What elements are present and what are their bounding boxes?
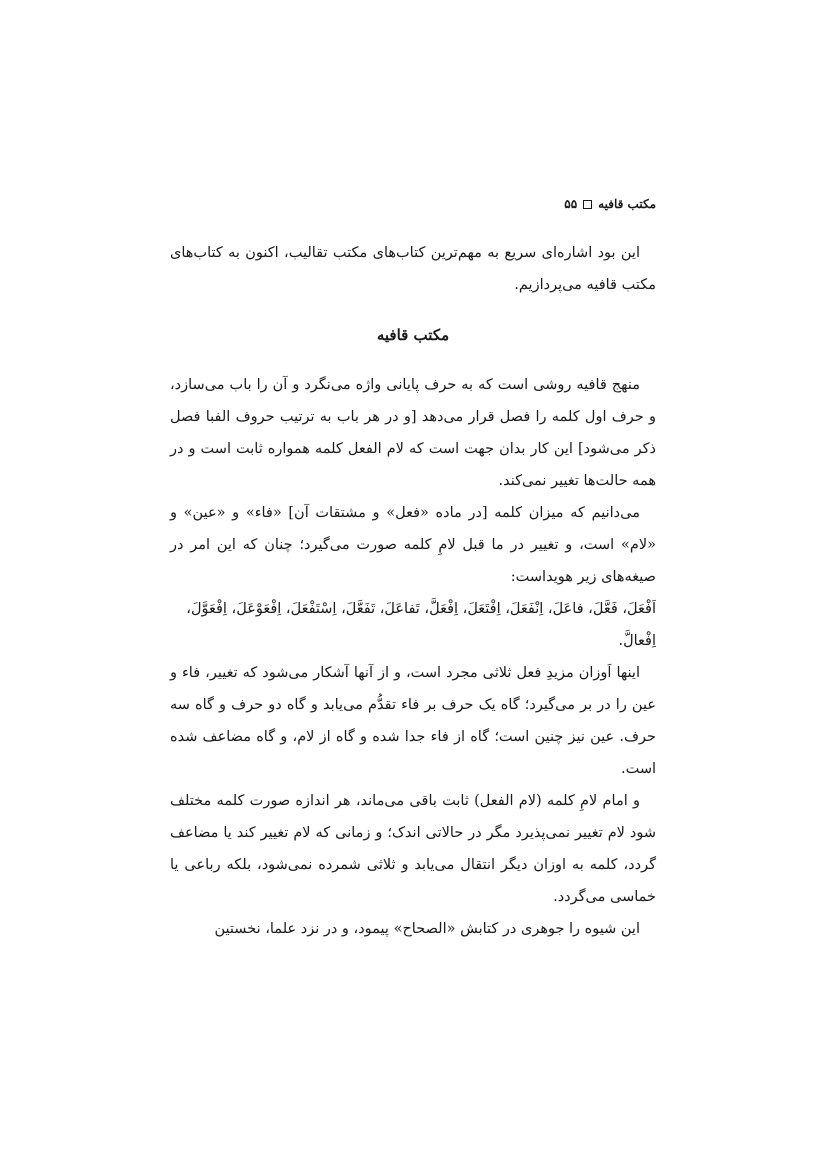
- page-number: ۵۵: [564, 197, 578, 211]
- paragraph-1: منهج قافیه روشی است که به حرف پایانی واژه می‌نگرد و آن را باب می‌سازد، و حرف اول کلمه را فصل قرار می‌دهد [و در هر باب به ترتیب حروف الفبا فصل ذکر می‌شود] این کار بدان جهت است که لام الفعل کلمه همواره ثابت است و در همه حالت‌ها تغییر نمی‌کند.: [170, 377, 656, 489]
- body-text: [170, 237, 656, 945]
- chapter-title: مکتب قافیه: [598, 197, 656, 211]
- paragraph-3: اینها اَوزان مزیدِ فعل ثلاثی مجرد است، و از آنها آشکار می‌شود که تغییر، فاء و عین را در بر می‌گیرد؛ گاه یک حرف بر فاء تقدُّم می‌یابد و گاه دو حرف و گاه سه حرف. عین نیز چنین است؛ گاه از فاء جدا شده و گاه از لام، و گاه مضاعف شده است.: [170, 665, 656, 777]
- paragraph-4: و امام لامِ کلمه (لام الفعل) ثابت باقی می‌ماند، هر اندازه صورت کلمه مختلف شود لام تغییر نمی‌پذیرد مگر در حالاتی اندک؛ و زمانی که لام تغییر کند یا مضاعف گردد، کلمه به اوزان دیگر انتقال می‌یابد و ثلاثی شمرده نمی‌شود، بلکه رباعی یا خماسی می‌گردد.: [170, 793, 656, 905]
- section-heading: مکتب قافیه: [376, 326, 450, 344]
- running-head: [564, 196, 656, 212]
- square-bullet-icon: [583, 200, 592, 209]
- verb-forms-list: اَفْعَلَ، فَعَّلَ، فاعَلَ، اِنْفَعَلَ، اِفْتَعَلَ، اِفْعَلَّ، تَفاعَلَ، تَفَعَّلَ، اِسْتَفْعَلَ، اِفْعَوْعَلَ، اِفْعَوَّلَ، اِفْعالَّ.: [186, 601, 656, 649]
- paragraph-5: این شیوه را جوهری در کتابش «الصحاح» پیمود، و در نزد علما، نخستین: [214, 921, 640, 937]
- paragraph-2: می‌دانیم که میزان کلمه [در ماده «فعل» و مشتقات آن] «فاء» و «عین» و «لام» است، و تغییر در ما قبل لامِ کلمه صورت می‌گیرد؛ چنان که این امر در صیغه‌های زیر هویداست:: [170, 505, 656, 585]
- intro-paragraph: این بود اشاره‌ای سریع به مهم‌ترین کتاب‌های مکتب تقالیب، اکنون به کتاب‌های مکتب قافیه می‌پردازیم.: [170, 245, 656, 293]
